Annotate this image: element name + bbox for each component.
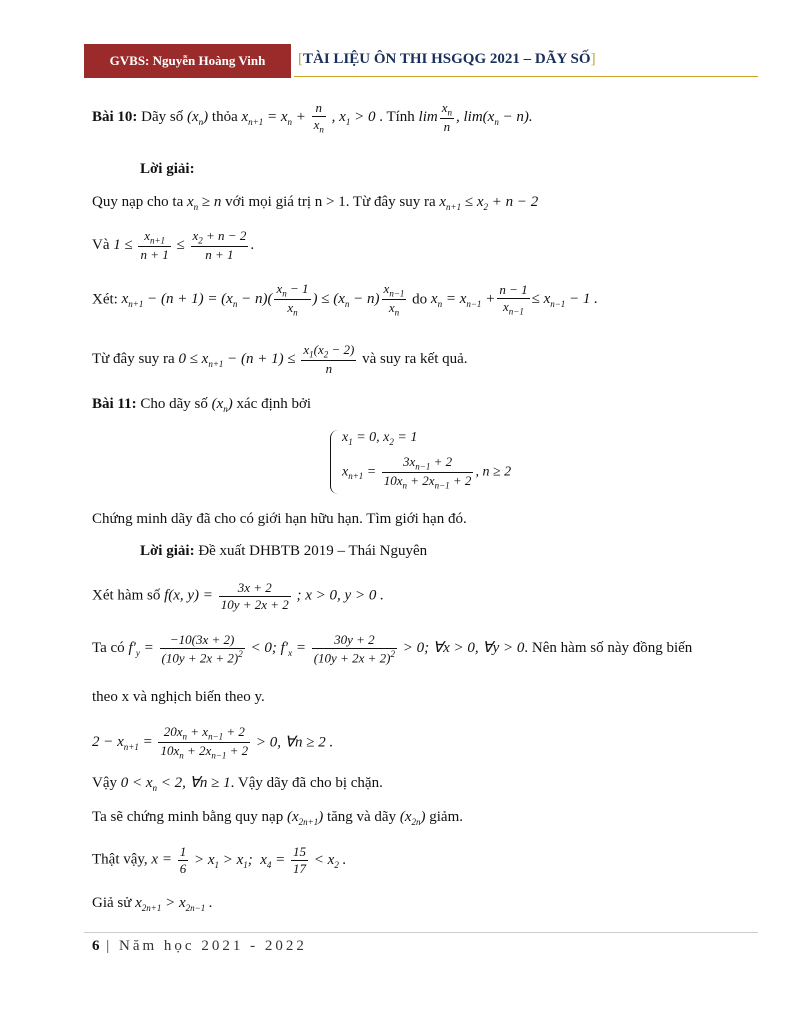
- bai11-intro: Cho dãy số: [140, 396, 208, 412]
- bai11-gia-su-label: Giả sử: [92, 895, 132, 911]
- bai11-giam: giảm.: [429, 809, 463, 825]
- title-bracket-close: ]: [590, 51, 596, 67]
- header-rule: [294, 76, 758, 77]
- footer-rule: [84, 932, 758, 933]
- bai10-label: Bài 10:: [92, 108, 138, 125]
- bai10-line3: Xét: $x_{n+1} - (n + 1) = (x_n - n)$( $\frac{x_n - 1}{x_n}$ ) ≤ $(x_n - n)$ $\frac{x_{n-1}}{x_n}$ do $x_n = x_{n-1}$ + $\frac{n - 1}{x_{n-1}}$ ≤ $x_{n-1} - 1$ .: [92, 281, 598, 318]
- title-text: TÀI LIỆU ÔN THI HSGQG 2021 – DÃY SỐ: [303, 51, 591, 67]
- bai10-line1b: với mọi giá trị n > 1. Từ đây suy ra: [225, 194, 436, 210]
- bai11-tang: tăng và dãy: [326, 809, 397, 825]
- page-number: 6: [92, 938, 100, 954]
- bai10-tinh: . Tính: [379, 108, 415, 125]
- bai10-line1: Quy nạp cho ta $x_n \ge n$ với mọi giá trị n > 1. Từ đây suy ra $x_{n+1} \le x_2 + n - 2$: [92, 194, 539, 212]
- bai10-va: Và: [92, 236, 110, 253]
- bai11-loi-giai: Lời giải:: [140, 543, 195, 559]
- bai11-theo: theo x và nghịch biến theo y.: [92, 689, 265, 705]
- bai11-induction: Ta sẽ chứng minh bằng quy nạp $(x_{2n+1})$ tăng và dãy $(x_{2n})$ giảm.: [92, 809, 463, 827]
- bai10-thoa: thỏa: [211, 108, 238, 125]
- bai10-line2: Và 1 ≤ $\frac{x_{n+1}}{n + 1}$ ≤ $\frac{x_2 + n - 2}{n + 1}$ .: [92, 228, 255, 263]
- bai11-vay: Vậy $0 < x_n < 2$, ∀n ≥ 1. Vậy dãy đã cho bị chặn.: [92, 775, 383, 793]
- title-bracket-open: [: [298, 51, 303, 67]
- bai11-solution-head: [140, 542, 427, 560]
- footer-separator: |: [99, 938, 120, 954]
- bai11-quy-nap: Ta sẽ chứng minh bằng quy nạp: [92, 809, 284, 825]
- author-label: GVBS: Nguyễn Hoàng Vinh: [84, 44, 291, 78]
- bai11-derivatives: Ta có $f'_y$ = $\frac{-10(3x + 2)}{(10y + 2x + 2)^2}$ < 0; $f'_x$ = $\frac{30y + 2}{(10y + 2x + 2)^2}$ > 0; ∀x > 0, ∀y > 0. Nên hàm số này đồng biến: [92, 632, 693, 665]
- bai11-that-vay-label: Thật vậy,: [92, 851, 148, 868]
- bai10-line1a: Quy nạp cho ta: [92, 194, 184, 210]
- system-line1: $x_1 = 0$, $x_2 = 1$: [342, 430, 418, 447]
- bai11-xet-ham: Xét hàm số: [92, 587, 161, 604]
- bai11-bound: $2 - x_{n+1}$ = $\frac{20x_n + x_{n-1} + 2}{10x_n + 2x_{n-1} + 2}$ > 0, ∀n ≥ 2 .: [92, 724, 334, 761]
- bai11-source: Đề xuất DHBTB 2019 – Thái Nguyên: [198, 543, 428, 559]
- bai10-statement: Bài 10: Dãy số $(x_n)$ thỏa $x_{n+1} = x_n$ + $\frac{n}{x_n}$ , $x_1 > 0$ . Tính lim $\frac{x_n}{n}$ , $\lim(x_n - n)$.: [92, 100, 533, 135]
- bai10-ket-qua: và suy ra kết quả.: [362, 350, 468, 367]
- school-year: Năm học 2021 - 2022: [119, 938, 307, 954]
- page-footer: [92, 938, 307, 955]
- bai11-bi-chan: . Vậy dãy đã cho bị chặn.: [230, 775, 383, 791]
- bai10-intro: Dãy số: [141, 108, 184, 125]
- document-title: [298, 51, 596, 68]
- bai11-that-vay: Thật vậy, x = $\frac{1}{6}$ > $x_1 > x_1$; $x_4$ = $\frac{15}{17}$ < $x_2$ .: [92, 844, 347, 876]
- bai11-vay-label: Vậy: [92, 775, 117, 791]
- bai11-statement: Bài 11: Cho dãy số $(x_n)$ xác định bởi: [92, 396, 312, 414]
- bai11-prove: Chứng minh dãy đã cho có giới hạn hữu hạn. Tìm giới hạn đó.: [92, 511, 467, 527]
- page-header: [84, 44, 758, 78]
- bai11-ta-co: Ta có: [92, 640, 125, 657]
- bai10-tu-day: Từ đây suy ra: [92, 350, 175, 367]
- bai10-loi-giai: Lời giải:: [140, 161, 195, 177]
- bai11-function: Xét hàm số f(x, y) = $\frac{3x + 2}{10y + 2x + 2}$ ; x > 0, y > 0 .: [92, 580, 384, 612]
- bai11-system: [330, 430, 550, 498]
- bai10-do: do: [412, 291, 428, 308]
- system-brace: [330, 430, 339, 494]
- bai11-dong-bien: . Nên hàm số này đồng biến: [524, 640, 693, 657]
- bai11-gia-su: Giả sử $x_{2n+1} > x_{2n-1}$ .: [92, 895, 213, 913]
- bai10-xet: Xét:: [92, 291, 118, 308]
- bai11-intro-end: xác định bởi: [236, 396, 312, 412]
- bai11-label: Bài 11:: [92, 396, 137, 412]
- system-line2: $x_{n+1}$ = $\frac{3x_{n-1} + 2}{10x_n + 2x_{n-1} + 2}$ , n ≥ 2: [342, 454, 512, 491]
- bai10-line4: Từ đây suy ra $0 \le x_{n+1} - (n + 1)$ ≤ $\frac{x_1(x_2 - 2)}{n}$ và suy ra kết quả.: [92, 342, 468, 377]
